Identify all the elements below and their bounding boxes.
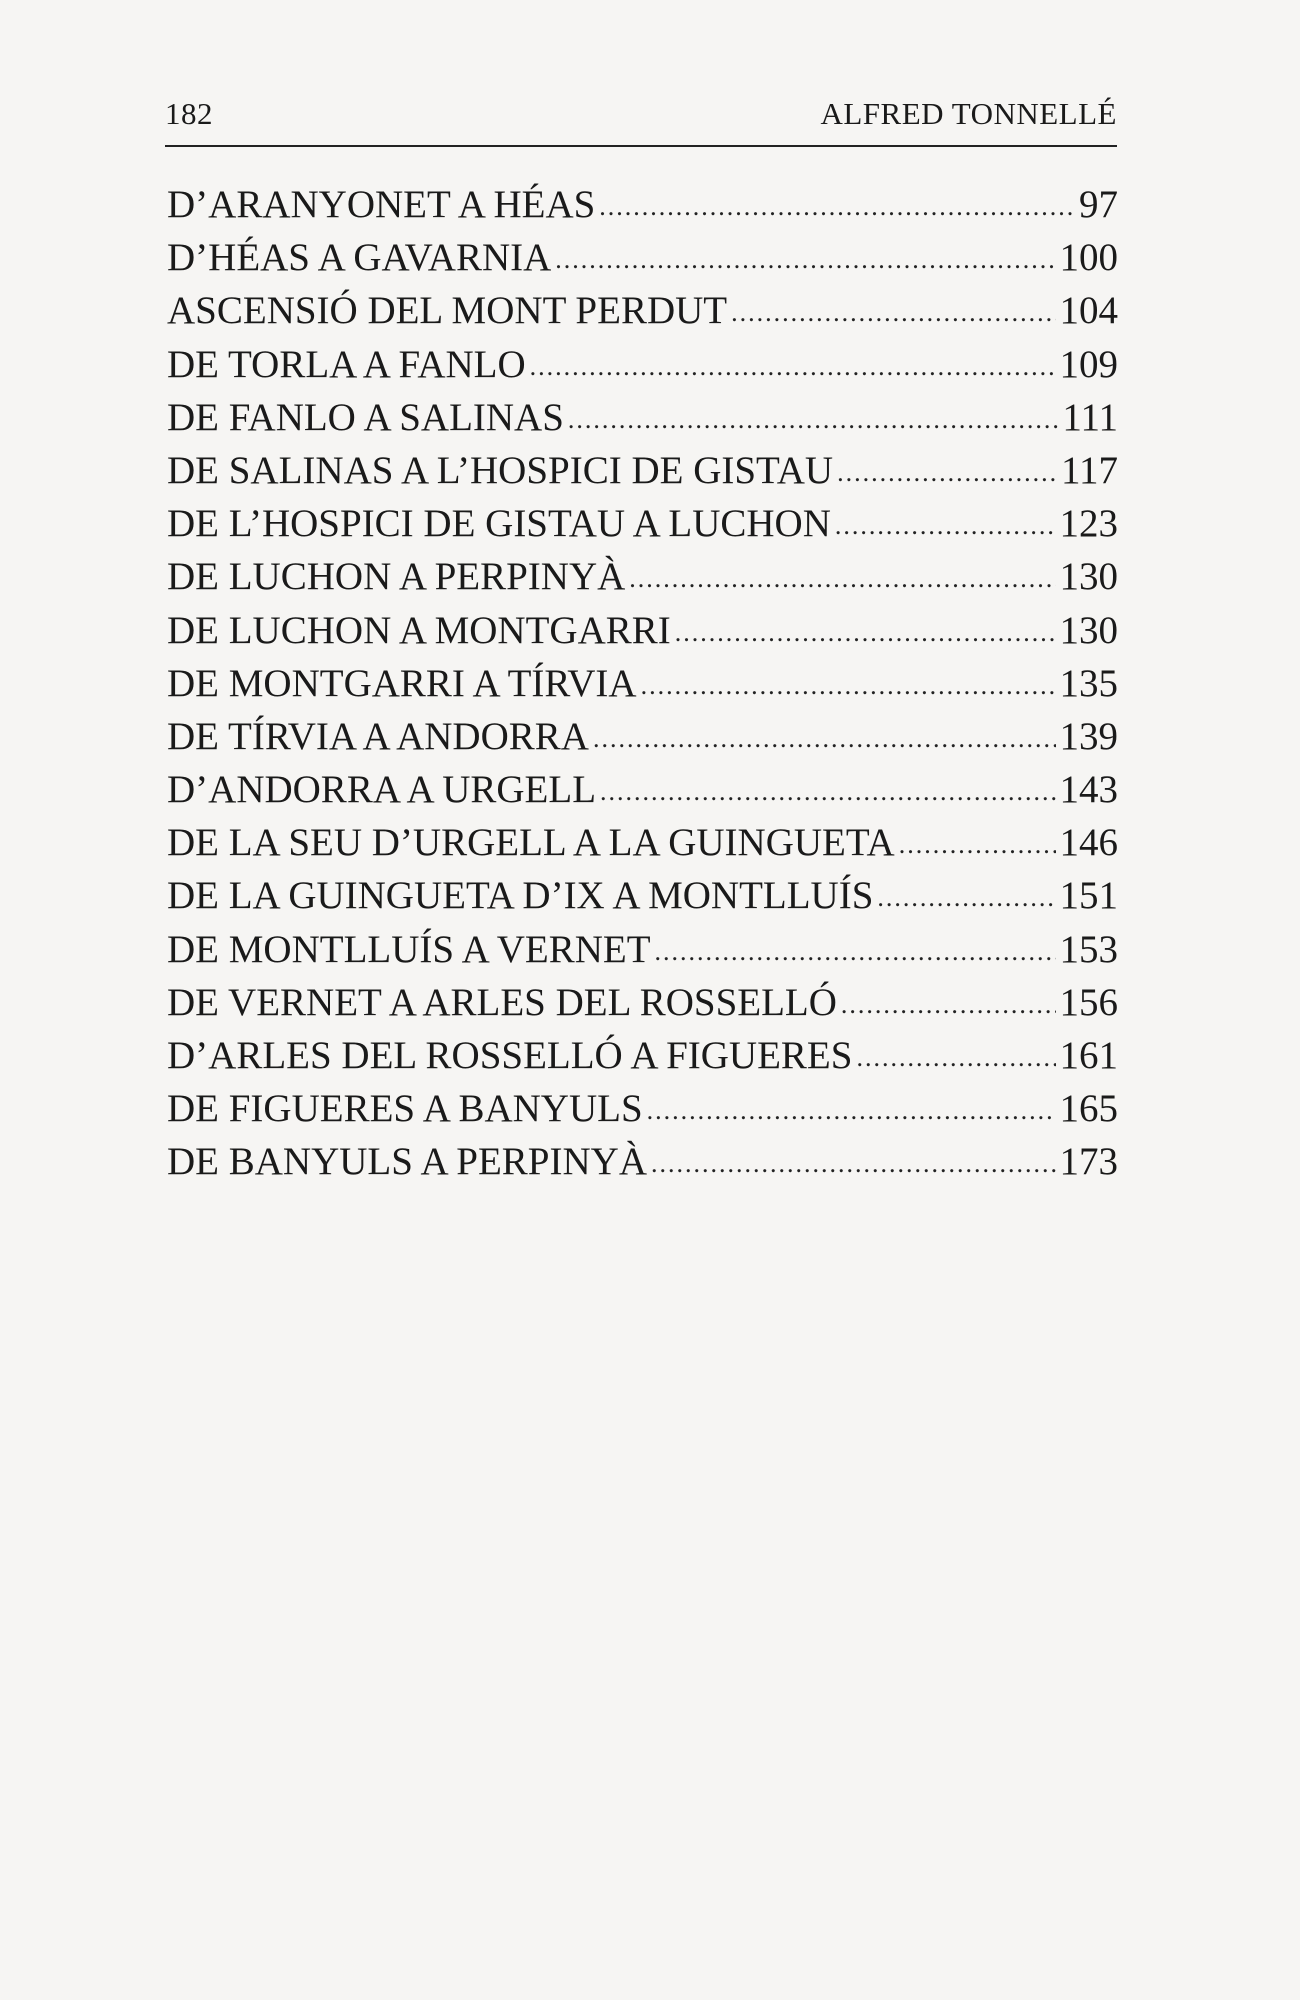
toc-entry: [167, 391, 1118, 444]
dot-leader: [530, 336, 1056, 393]
toc-entry-page-number: 97: [1079, 183, 1118, 226]
toc-entry-title: DE TORLA A FANLO: [167, 342, 526, 386]
toc-entry: [167, 604, 1118, 657]
toc-entry-page-number: 173: [1059, 1140, 1118, 1184]
dot-leader: [600, 761, 1055, 818]
dot-leader: [877, 867, 1055, 924]
toc-entry: [167, 869, 1118, 922]
dot-leader: [835, 495, 1056, 552]
toc-entry-title: DE BANYULS A PERPINYÀ: [167, 1140, 647, 1184]
toc-entry: [167, 1082, 1118, 1135]
toc-entry-page-number: 111: [1062, 395, 1118, 439]
toc-entry-title: DE LUCHON A PERPINYÀ: [167, 555, 626, 599]
toc-entry: [167, 763, 1118, 816]
dot-leader: [568, 389, 1058, 446]
toc-entry-title: DE TÍRVIA A ANDORRA: [167, 714, 589, 758]
toc-entry-page-number: 165: [1059, 1087, 1118, 1131]
toc-entry-title: D’ARLES DEL ROSSELLÓ A FIGUERES: [167, 1034, 853, 1077]
toc-entry: [167, 338, 1118, 391]
toc-entry: [167, 657, 1118, 710]
toc-entry: [167, 444, 1118, 497]
toc-entry: [167, 497, 1118, 550]
toc-entry: [167, 1135, 1118, 1188]
toc-entry-page-number: 117: [1060, 448, 1118, 492]
toc-entry-title: DE L’HOSPICI DE GISTAU A LUCHON: [167, 502, 831, 546]
dot-leader: [593, 708, 1056, 765]
dot-leader: [731, 282, 1055, 339]
toc-entry: [167, 816, 1118, 869]
toc-entry: [167, 284, 1118, 337]
dot-leader: [555, 229, 1055, 286]
dot-leader: [651, 1133, 1056, 1190]
toc-entry-title: D’ARANYONET A HÉAS: [167, 183, 596, 226]
dot-leader: [899, 814, 1056, 871]
dot-leader: [647, 1080, 1056, 1137]
toc-entry-page-number: 153: [1059, 927, 1118, 971]
toc-entry-page-number: 143: [1059, 768, 1118, 812]
toc-entry-title: ASCENSIÓ DEL MONT PERDUT: [167, 289, 728, 333]
page-header: [165, 96, 1117, 136]
table-of-contents: [167, 178, 1118, 1189]
toc-entry-title: D’ANDORRA A URGELL: [167, 768, 597, 812]
dot-leader: [655, 921, 1056, 978]
toc-entry-page-number: 135: [1059, 661, 1118, 705]
toc-entry-page-number: 100: [1059, 236, 1118, 280]
toc-entry-page-number: 123: [1059, 502, 1118, 546]
toc-entry: [167, 231, 1118, 284]
toc-entry: [167, 976, 1118, 1029]
toc-entry-page-number: 146: [1059, 821, 1118, 865]
toc-entry-title: DE LUCHON A MONTGARRI: [167, 608, 671, 652]
dot-leader: [837, 442, 1057, 499]
dot-leader: [675, 602, 1056, 659]
header-rule: [165, 145, 1117, 147]
toc-entry-page-number: 130: [1059, 555, 1118, 599]
dot-leader: [629, 548, 1055, 605]
toc-entry-page-number: 151: [1059, 874, 1118, 918]
toc-entry-title: DE VERNET A ARLES DEL ROSSELLÓ: [167, 980, 837, 1024]
toc-entry-page-number: 130: [1059, 608, 1118, 652]
toc-entry: [167, 1029, 1118, 1082]
dot-leader: [841, 974, 1056, 1031]
toc-entry-page-number: 156: [1059, 980, 1118, 1024]
toc-entry-title: DE FIGUERES A BANYULS: [167, 1087, 643, 1131]
toc-entry-title: DE SALINAS A L’HOSPICI DE GISTAU: [167, 448, 834, 492]
dot-leader: [641, 655, 1056, 712]
toc-entry-title: D’HÉAS A GAVARNIA: [167, 236, 552, 280]
toc-entry-page-number: 161: [1059, 1034, 1118, 1077]
toc-entry-title: DE MONTLLUÍS A VERNET: [167, 927, 651, 971]
toc-entry-title: DE LA SEU D’URGELL A LA GUINGUETA: [167, 821, 895, 865]
toc-entry-title: DE LA GUINGUETA D’IX A MONTLLUÍS: [167, 874, 874, 918]
toc-entry: [167, 178, 1118, 231]
toc-entry: [167, 923, 1118, 976]
dot-leader: [856, 1027, 1055, 1084]
toc-entry-page-number: 139: [1059, 714, 1118, 758]
toc-entry: [167, 550, 1118, 603]
toc-entry-title: DE FANLO A SALINAS: [167, 395, 564, 439]
toc-entry-title: DE MONTGARRI A TÍRVIA: [167, 661, 637, 705]
running-title: ALFRED TONNELLÉ: [820, 96, 1117, 131]
toc-entry-page-number: 109: [1059, 342, 1118, 386]
page-number: 182: [165, 96, 213, 131]
dot-leader: [599, 176, 1075, 233]
toc-entry-page-number: 104: [1059, 289, 1118, 333]
toc-entry: [167, 710, 1118, 763]
